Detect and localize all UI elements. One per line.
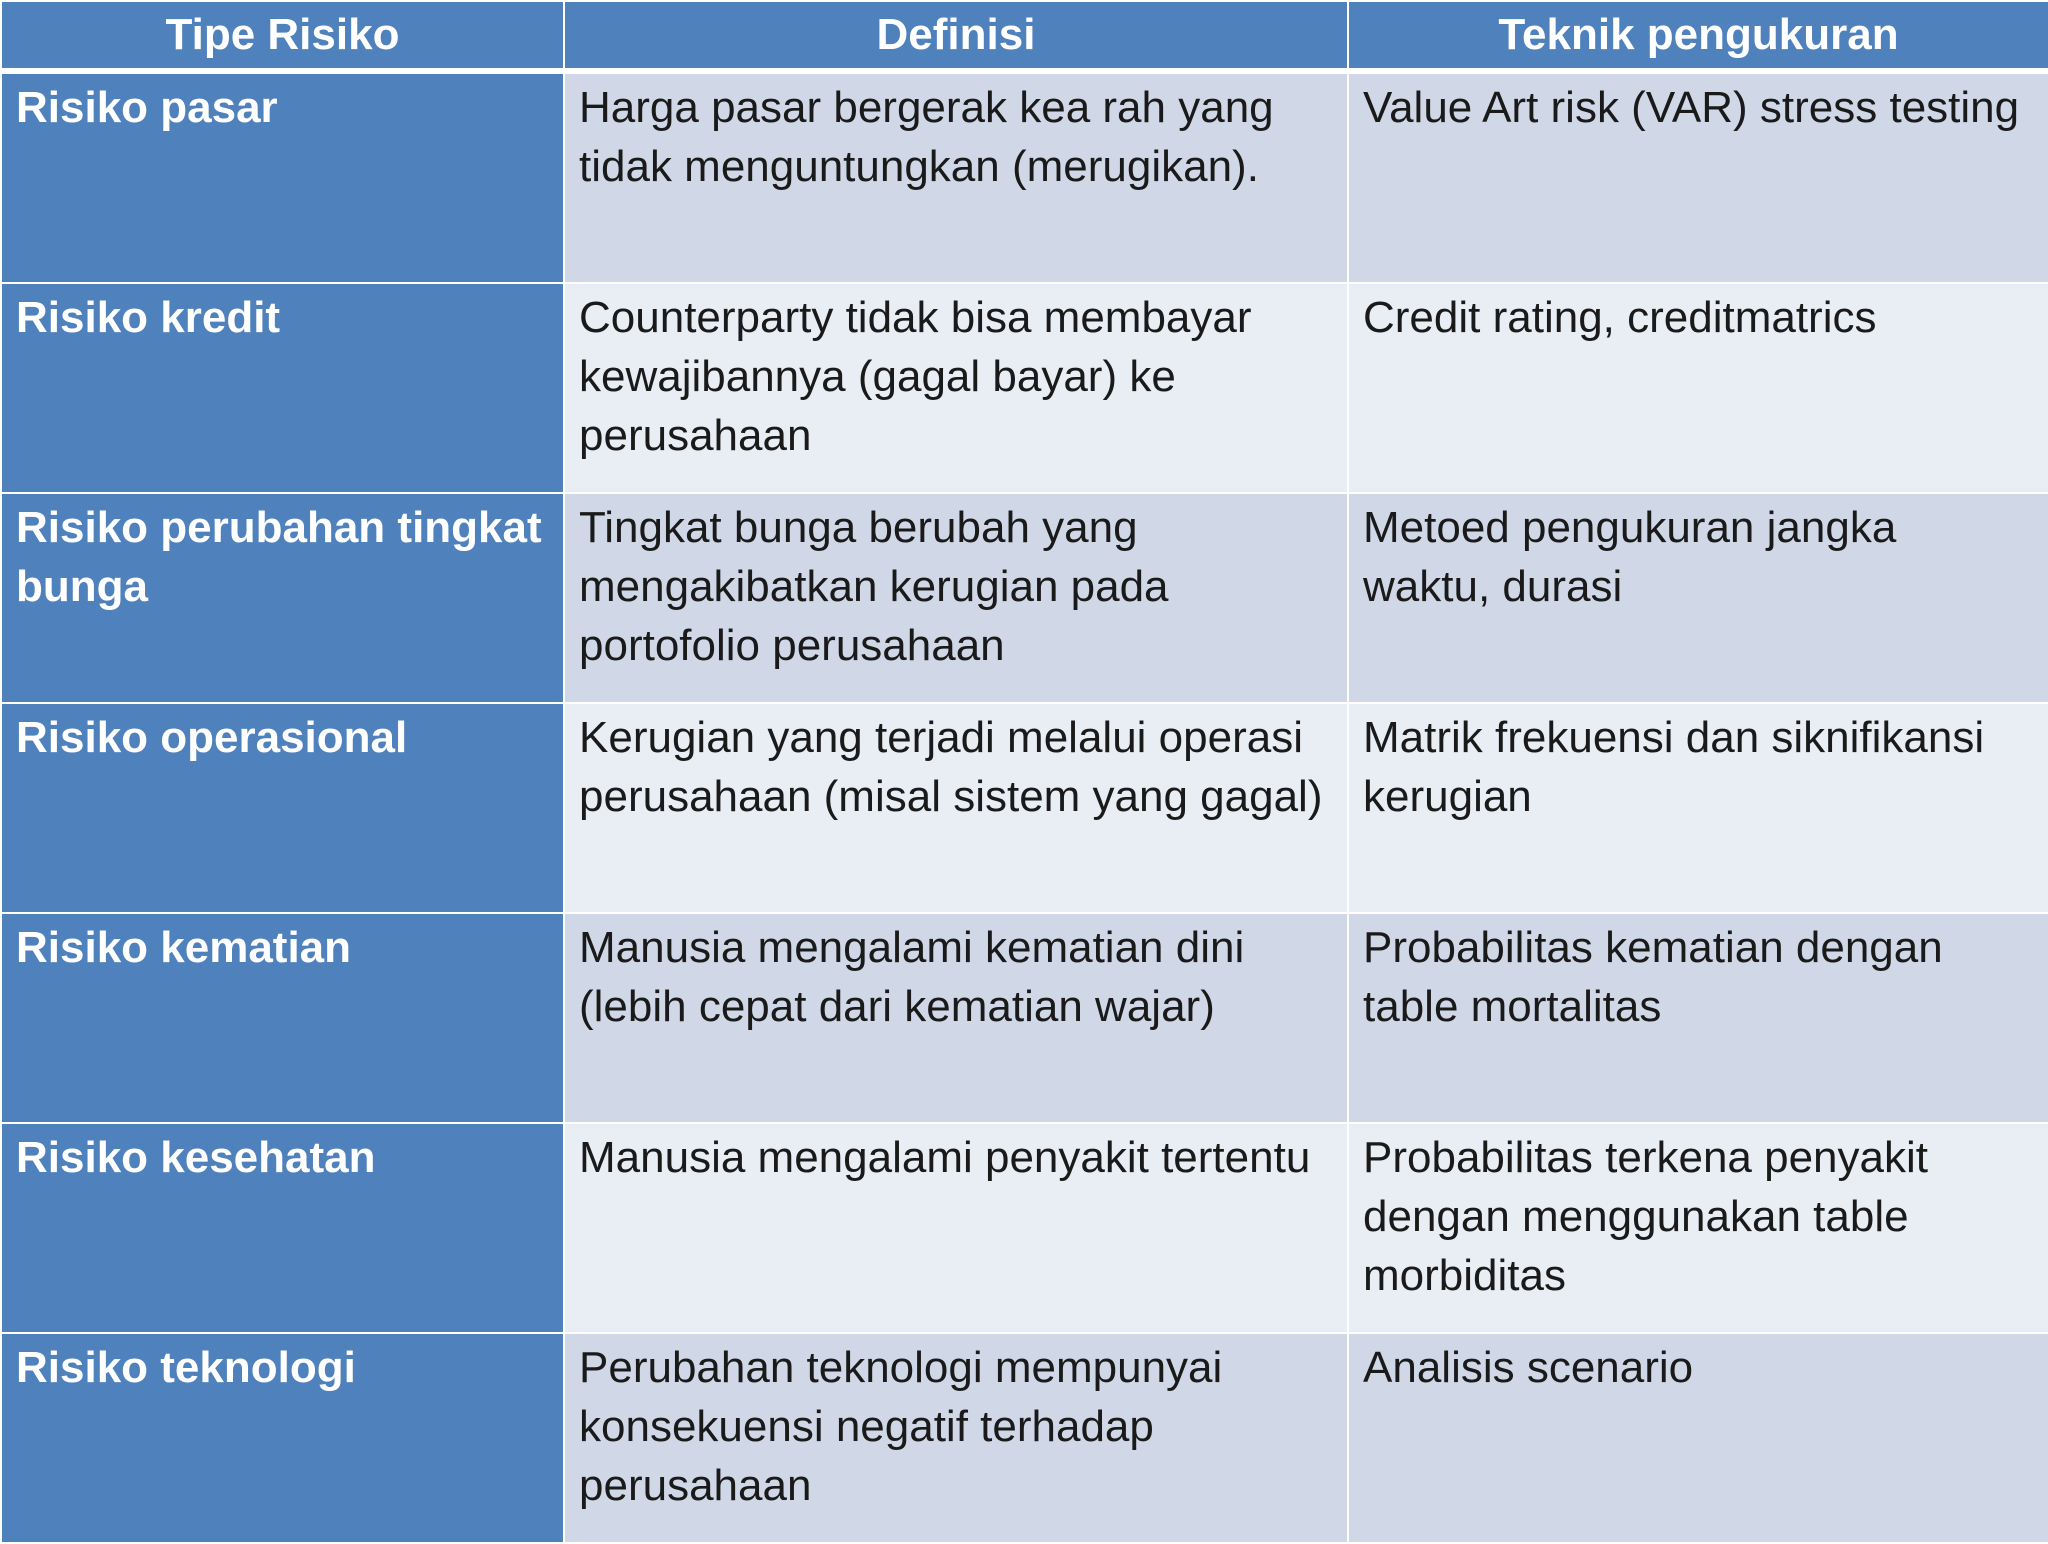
definition-cell: Perubahan teknologi mempunyai konsekuensi negatif terhadap perusahaan bbox=[564, 1333, 1348, 1543]
definition-cell: Harga pasar bergerak kea rah yang tidak menguntungkan (merugikan). bbox=[564, 71, 1348, 283]
header-row bbox=[1, 1, 2048, 71]
measurement-cell: Analisis scenario bbox=[1348, 1333, 2048, 1543]
risk-type-cell: Risiko pasar bbox=[1, 71, 564, 283]
definition-cell: Tingkat bunga berubah yang mengakibatkan kerugian pada portofolio perusahaan bbox=[564, 493, 1348, 703]
risk-type-cell: Risiko kematian bbox=[1, 913, 564, 1123]
table-row bbox=[1, 283, 2048, 493]
measurement-cell: Metoed pengukuran jangka waktu, durasi bbox=[1348, 493, 2048, 703]
header-tipe-risiko: Tipe Risiko bbox=[1, 1, 564, 71]
risk-type-cell: Risiko perubahan tingkat bunga bbox=[1, 493, 564, 703]
risk-type-cell: Risiko teknologi bbox=[1, 1333, 564, 1543]
table-header bbox=[1, 1, 2048, 71]
table-row bbox=[1, 703, 2048, 913]
table-row bbox=[1, 1333, 2048, 1543]
header-teknik-pengukuran: Teknik pengukuran bbox=[1348, 1, 2048, 71]
table-row bbox=[1, 71, 2048, 283]
header-definisi: Definisi bbox=[564, 1, 1348, 71]
definition-cell: Counterparty tidak bisa membayar kewajibannya (gagal bayar) ke perusahaan bbox=[564, 283, 1348, 493]
definition-cell: Manusia mengalami penyakit tertentu bbox=[564, 1123, 1348, 1333]
definition-cell: Manusia mengalami kematian dini (lebih cepat dari kematian wajar) bbox=[564, 913, 1348, 1123]
table-row bbox=[1, 913, 2048, 1123]
measurement-cell: Matrik frekuensi dan siknifikansi kerugian bbox=[1348, 703, 2048, 913]
risk-type-cell: Risiko operasional bbox=[1, 703, 564, 913]
measurement-cell: Probabilitas kematian dengan table mortalitas bbox=[1348, 913, 2048, 1123]
table-row bbox=[1, 1123, 2048, 1333]
risk-type-cell: Risiko kredit bbox=[1, 283, 564, 493]
risk-type-cell: Risiko kesehatan bbox=[1, 1123, 564, 1333]
measurement-cell: Credit rating, creditmatrics bbox=[1348, 283, 2048, 493]
measurement-cell: Value Art risk (VAR) stress testing bbox=[1348, 71, 2048, 283]
table-body bbox=[1, 71, 2048, 1543]
measurement-cell: Probabilitas terkena penyakit dengan menggunakan table morbiditas bbox=[1348, 1123, 2048, 1333]
definition-cell: Kerugian yang terjadi melalui operasi perusahaan (misal sistem yang gagal) bbox=[564, 703, 1348, 913]
table-row bbox=[1, 493, 2048, 703]
